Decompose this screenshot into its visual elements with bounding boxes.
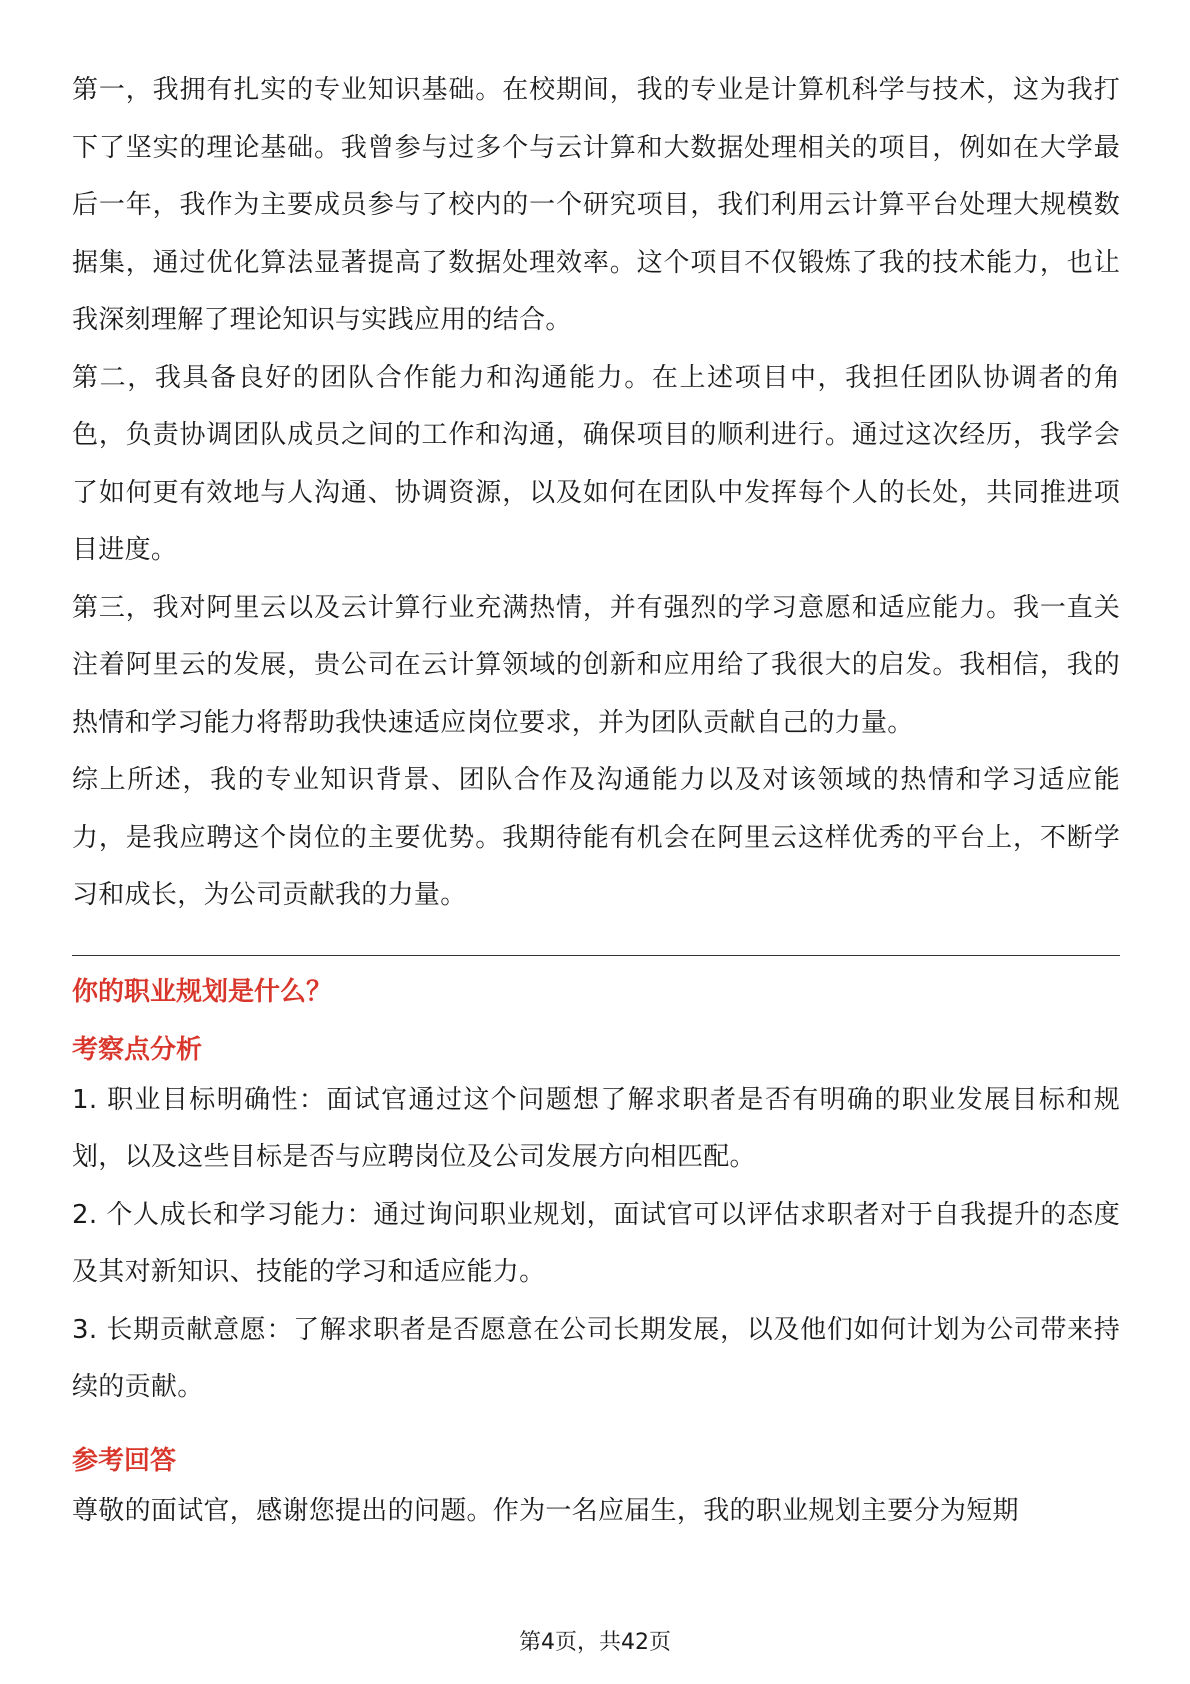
- question-title: 你的职业规划是什么？: [72, 976, 333, 1007]
- answer-paragraph-2: 第二，我具备良好的团队合作能力和沟通能力。在上述项目中，我担任团队协调者的角色，负责协调团队成员之间的工作和沟通，确保项目的顺利进行。通过这次经历，我学会了如何更有效地与人沟通、协调资源，以及如何在团队中发挥每个人的长处，共同推进项目进度。: [72, 362, 1120, 565]
- reference-answer-heading: 参考回答: [72, 1445, 177, 1476]
- analysis-point-3: 3. 长期贡献意愿：了解求职者是否愿意在公司长期发展，以及他们如何计划为公司带来持续的贡献。: [72, 1314, 1120, 1402]
- analysis-point-1: 1. 职业目标明确性：面试官通过这个问题想了解求职者是否有明确的职业发展目标和规划，以及这些目标是否与应聘岗位及公司发展方向相匹配。: [72, 1084, 1120, 1172]
- answer-paragraph-3: 第三，我对阿里云以及云计算行业充满热情，并有强烈的学习意愿和适应能力。我一直关注着阿里云的发展，贵公司在云计算领域的创新和应用给了我很大的启发。我相信，我的热情和学习能力将帮助我快速适应岗位要求，并为团队贡献自己的力量。: [72, 592, 1120, 738]
- analysis-point-2: 2. 个人成长和学习能力：通过询问职业规划，面试官可以评估求职者对于自我提升的态度及其对新知识、技能的学习和适应能力。: [72, 1199, 1120, 1287]
- document-page: [72, 62, 1120, 1540]
- analysis-heading: 考察点分析: [72, 1034, 203, 1065]
- previous-answer-section: [72, 62, 1120, 925]
- answer-paragraph-summary: 综上所述，我的专业知识背景、团队合作及沟通能力以及对该领域的热情和学习适应能力，是我应聘这个岗位的主要优势。我期待能有机会在阿里云这样优秀的平台上，不断学习和成长，为公司贡献我的力量。: [72, 765, 1120, 910]
- question-section: [72, 972, 1120, 1541]
- page-number: 第4页，共42页: [519, 1630, 671, 1655]
- section-divider: [72, 955, 1120, 956]
- answer-paragraph-1: 第一，我拥有扎实的专业知识基础。在校期间，我的专业是计算机科学与技术，这为我打下了坚实的理论基础。我曾参与过多个与云计算和大数据处理相关的项目，例如在大学最后一年，我作为主要成员参与了校内的一个研究项目，我们利用云计算平台处理大规模数据集，通过优化算法显著提高了数据处理效率。这个项目不仅锻炼了我的技术能力，也让我深刻理解了理论知识与实践应用的结合。: [72, 75, 1120, 335]
- reference-answer-text: 尊敬的面试官，感谢您提出的问题。作为一名应届生，我的职业规划主要分为短期: [72, 1495, 1019, 1526]
